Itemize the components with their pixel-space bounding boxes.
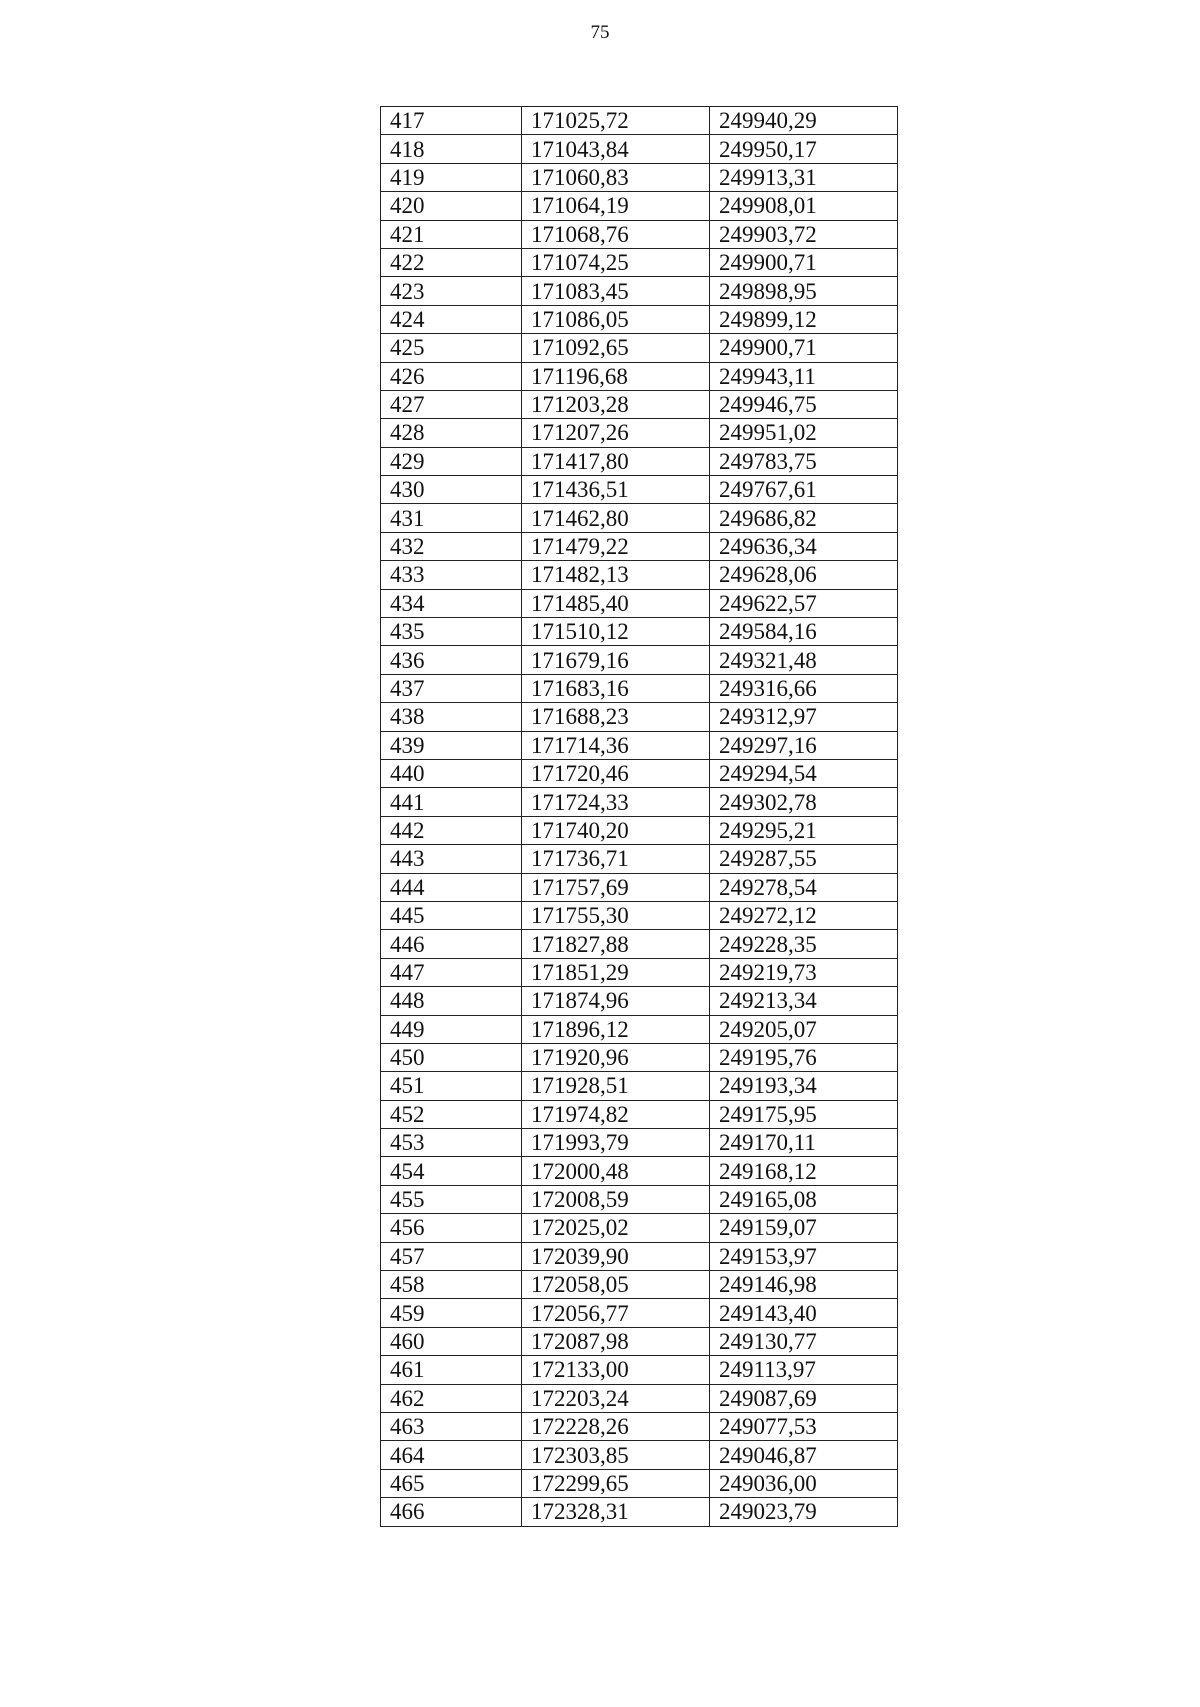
point-number-cell: 453 [381,1129,522,1157]
table-row [381,1072,898,1100]
y-coordinate-cell: 249087,69 [710,1384,898,1412]
table-row [381,163,898,191]
y-coordinate-cell: 249900,71 [710,334,898,362]
table-row [381,788,898,816]
table-row [381,362,898,390]
point-number-cell: 449 [381,1015,522,1043]
table-row [381,1412,898,1440]
table-row [381,1384,898,1412]
x-coordinate-cell: 172087,98 [522,1327,710,1355]
point-number-cell: 464 [381,1441,522,1469]
x-coordinate-cell: 171074,25 [522,248,710,276]
point-number-cell: 458 [381,1271,522,1299]
y-coordinate-cell: 249686,82 [710,504,898,532]
table-row [381,759,898,787]
table-row [381,107,898,135]
table-row [381,1129,898,1157]
point-number-cell: 425 [381,334,522,362]
x-coordinate-cell: 171485,40 [522,589,710,617]
table-row [381,561,898,589]
point-number-cell: 426 [381,362,522,390]
table-row [381,532,898,560]
table-row [381,1242,898,1270]
x-coordinate-cell: 171827,88 [522,930,710,958]
point-number-cell: 447 [381,958,522,986]
x-coordinate-cell: 171874,96 [522,987,710,1015]
table-row [381,1299,898,1327]
table-row [381,390,898,418]
x-coordinate-cell: 172203,24 [522,1384,710,1412]
point-number-cell: 432 [381,532,522,560]
y-coordinate-cell: 249294,54 [710,759,898,787]
y-coordinate-cell: 249903,72 [710,220,898,248]
point-number-cell: 430 [381,476,522,504]
x-coordinate-cell: 171724,33 [522,788,710,816]
point-number-cell: 465 [381,1469,522,1497]
x-coordinate-cell: 171068,76 [522,220,710,248]
y-coordinate-cell: 249943,11 [710,362,898,390]
y-coordinate-cell: 249143,40 [710,1299,898,1327]
y-coordinate-cell: 249146,98 [710,1271,898,1299]
y-coordinate-cell: 249899,12 [710,305,898,333]
x-coordinate-cell: 171436,51 [522,476,710,504]
point-number-cell: 420 [381,192,522,220]
y-coordinate-cell: 249908,01 [710,192,898,220]
y-coordinate-cell: 249228,35 [710,930,898,958]
table-row [381,618,898,646]
point-number-cell: 428 [381,419,522,447]
table-row [381,873,898,901]
point-number-cell: 455 [381,1185,522,1213]
table-row [381,987,898,1015]
x-coordinate-cell: 172039,90 [522,1242,710,1270]
y-coordinate-cell: 249023,79 [710,1498,898,1526]
x-coordinate-cell: 171688,23 [522,703,710,731]
x-coordinate-cell: 171086,05 [522,305,710,333]
coordinates-table [380,106,898,1527]
table-row [381,589,898,617]
y-coordinate-cell: 249153,97 [710,1242,898,1270]
table-row [381,305,898,333]
y-coordinate-cell: 249913,31 [710,163,898,191]
point-number-cell: 436 [381,646,522,674]
table-row [381,504,898,532]
y-coordinate-cell: 249113,97 [710,1356,898,1384]
x-coordinate-cell: 172008,59 [522,1185,710,1213]
y-coordinate-cell: 249168,12 [710,1157,898,1185]
x-coordinate-cell: 171207,26 [522,419,710,447]
y-coordinate-cell: 249950,17 [710,135,898,163]
y-coordinate-cell: 249165,08 [710,1185,898,1213]
table-row [381,816,898,844]
x-coordinate-cell: 172058,05 [522,1271,710,1299]
point-number-cell: 423 [381,277,522,305]
x-coordinate-cell: 171025,72 [522,107,710,135]
point-number-cell: 439 [381,731,522,759]
x-coordinate-cell: 171757,69 [522,873,710,901]
point-number-cell: 448 [381,987,522,1015]
point-number-cell: 422 [381,248,522,276]
table-row [381,1327,898,1355]
point-number-cell: 440 [381,759,522,787]
page-number: 75 [590,22,610,43]
y-coordinate-cell: 249193,34 [710,1072,898,1100]
table-row [381,1356,898,1384]
point-number-cell: 443 [381,845,522,873]
point-number-cell: 446 [381,930,522,958]
x-coordinate-cell: 171479,22 [522,532,710,560]
table-row [381,1441,898,1469]
point-number-cell: 431 [381,504,522,532]
table-row [381,1185,898,1213]
y-coordinate-cell: 249130,77 [710,1327,898,1355]
x-coordinate-cell: 171851,29 [522,958,710,986]
point-number-cell: 460 [381,1327,522,1355]
table-row [381,334,898,362]
point-number-cell: 417 [381,107,522,135]
point-number-cell: 452 [381,1100,522,1128]
x-coordinate-cell: 171083,45 [522,277,710,305]
table-row [381,192,898,220]
x-coordinate-cell: 172228,26 [522,1412,710,1440]
x-coordinate-cell: 171043,84 [522,135,710,163]
y-coordinate-cell: 249170,11 [710,1129,898,1157]
y-coordinate-cell: 249312,97 [710,703,898,731]
point-number-cell: 459 [381,1299,522,1327]
table-row [381,248,898,276]
x-coordinate-cell: 172056,77 [522,1299,710,1327]
table-row [381,1100,898,1128]
x-coordinate-cell: 172025,02 [522,1214,710,1242]
point-number-cell: 421 [381,220,522,248]
y-coordinate-cell: 249321,48 [710,646,898,674]
table-row [381,1043,898,1071]
x-coordinate-cell: 171203,28 [522,390,710,418]
point-number-cell: 442 [381,816,522,844]
table-row [381,901,898,929]
y-coordinate-cell: 249036,00 [710,1469,898,1497]
point-number-cell: 441 [381,788,522,816]
y-coordinate-cell: 249287,55 [710,845,898,873]
x-coordinate-cell: 171920,96 [522,1043,710,1071]
table-row [381,476,898,504]
x-coordinate-cell: 172000,48 [522,1157,710,1185]
x-coordinate-cell: 171462,80 [522,504,710,532]
point-number-cell: 429 [381,447,522,475]
y-coordinate-cell: 249278,54 [710,873,898,901]
y-coordinate-cell: 249297,16 [710,731,898,759]
point-number-cell: 454 [381,1157,522,1185]
point-number-cell: 427 [381,390,522,418]
table-row [381,220,898,248]
point-number-cell: 434 [381,589,522,617]
point-number-cell: 457 [381,1242,522,1270]
y-coordinate-cell: 249946,75 [710,390,898,418]
y-coordinate-cell: 249195,76 [710,1043,898,1071]
table-row [381,674,898,702]
x-coordinate-cell: 171683,16 [522,674,710,702]
point-number-cell: 456 [381,1214,522,1242]
y-coordinate-cell: 249213,34 [710,987,898,1015]
x-coordinate-cell: 171928,51 [522,1072,710,1100]
table-row [381,135,898,163]
table-row [381,703,898,731]
y-coordinate-cell: 249622,57 [710,589,898,617]
x-coordinate-cell: 172133,00 [522,1356,710,1384]
point-number-cell: 450 [381,1043,522,1071]
point-number-cell: 461 [381,1356,522,1384]
table-row [381,447,898,475]
x-coordinate-cell: 171092,65 [522,334,710,362]
y-coordinate-cell: 249302,78 [710,788,898,816]
x-coordinate-cell: 171736,71 [522,845,710,873]
y-coordinate-cell: 249205,07 [710,1015,898,1043]
x-coordinate-cell: 171740,20 [522,816,710,844]
x-coordinate-cell: 171417,80 [522,447,710,475]
y-coordinate-cell: 249900,71 [710,248,898,276]
table-row [381,277,898,305]
y-coordinate-cell: 249219,73 [710,958,898,986]
x-coordinate-cell: 172299,65 [522,1469,710,1497]
table-row [381,1015,898,1043]
point-number-cell: 463 [381,1412,522,1440]
point-number-cell: 444 [381,873,522,901]
table-row [381,1469,898,1497]
y-coordinate-cell: 249628,06 [710,561,898,589]
x-coordinate-cell: 171064,19 [522,192,710,220]
table-row [381,1157,898,1185]
y-coordinate-cell: 249272,12 [710,901,898,929]
y-coordinate-cell: 249077,53 [710,1412,898,1440]
x-coordinate-cell: 171679,16 [522,646,710,674]
table-row [381,958,898,986]
point-number-cell: 451 [381,1072,522,1100]
y-coordinate-cell: 249940,29 [710,107,898,135]
point-number-cell: 462 [381,1384,522,1412]
x-coordinate-cell: 171974,82 [522,1100,710,1128]
y-coordinate-cell: 249584,16 [710,618,898,646]
y-coordinate-cell: 249767,61 [710,476,898,504]
y-coordinate-cell: 249951,02 [710,419,898,447]
x-coordinate-cell: 172303,85 [522,1441,710,1469]
point-number-cell: 424 [381,305,522,333]
point-number-cell: 445 [381,901,522,929]
point-number-cell: 435 [381,618,522,646]
x-coordinate-cell: 171482,13 [522,561,710,589]
table-row [381,1498,898,1526]
table-row [381,419,898,447]
point-number-cell: 438 [381,703,522,731]
y-coordinate-cell: 249046,87 [710,1441,898,1469]
x-coordinate-cell: 171196,68 [522,362,710,390]
table-row [381,731,898,759]
point-number-cell: 466 [381,1498,522,1526]
point-number-cell: 419 [381,163,522,191]
coordinates-table-body [381,107,898,1527]
x-coordinate-cell: 171896,12 [522,1015,710,1043]
y-coordinate-cell: 249159,07 [710,1214,898,1242]
y-coordinate-cell: 249898,95 [710,277,898,305]
y-coordinate-cell: 249175,95 [710,1100,898,1128]
point-number-cell: 437 [381,674,522,702]
x-coordinate-cell: 171714,36 [522,731,710,759]
x-coordinate-cell: 171755,30 [522,901,710,929]
point-number-cell: 418 [381,135,522,163]
point-number-cell: 433 [381,561,522,589]
x-coordinate-cell: 171720,46 [522,759,710,787]
table-row [381,930,898,958]
y-coordinate-cell: 249783,75 [710,447,898,475]
table-row [381,845,898,873]
x-coordinate-cell: 171993,79 [522,1129,710,1157]
x-coordinate-cell: 171060,83 [522,163,710,191]
x-coordinate-cell: 171510,12 [522,618,710,646]
y-coordinate-cell: 249316,66 [710,674,898,702]
y-coordinate-cell: 249295,21 [710,816,898,844]
table-row [381,1214,898,1242]
x-coordinate-cell: 172328,31 [522,1498,710,1526]
table-row [381,1271,898,1299]
table-row [381,646,898,674]
y-coordinate-cell: 249636,34 [710,532,898,560]
